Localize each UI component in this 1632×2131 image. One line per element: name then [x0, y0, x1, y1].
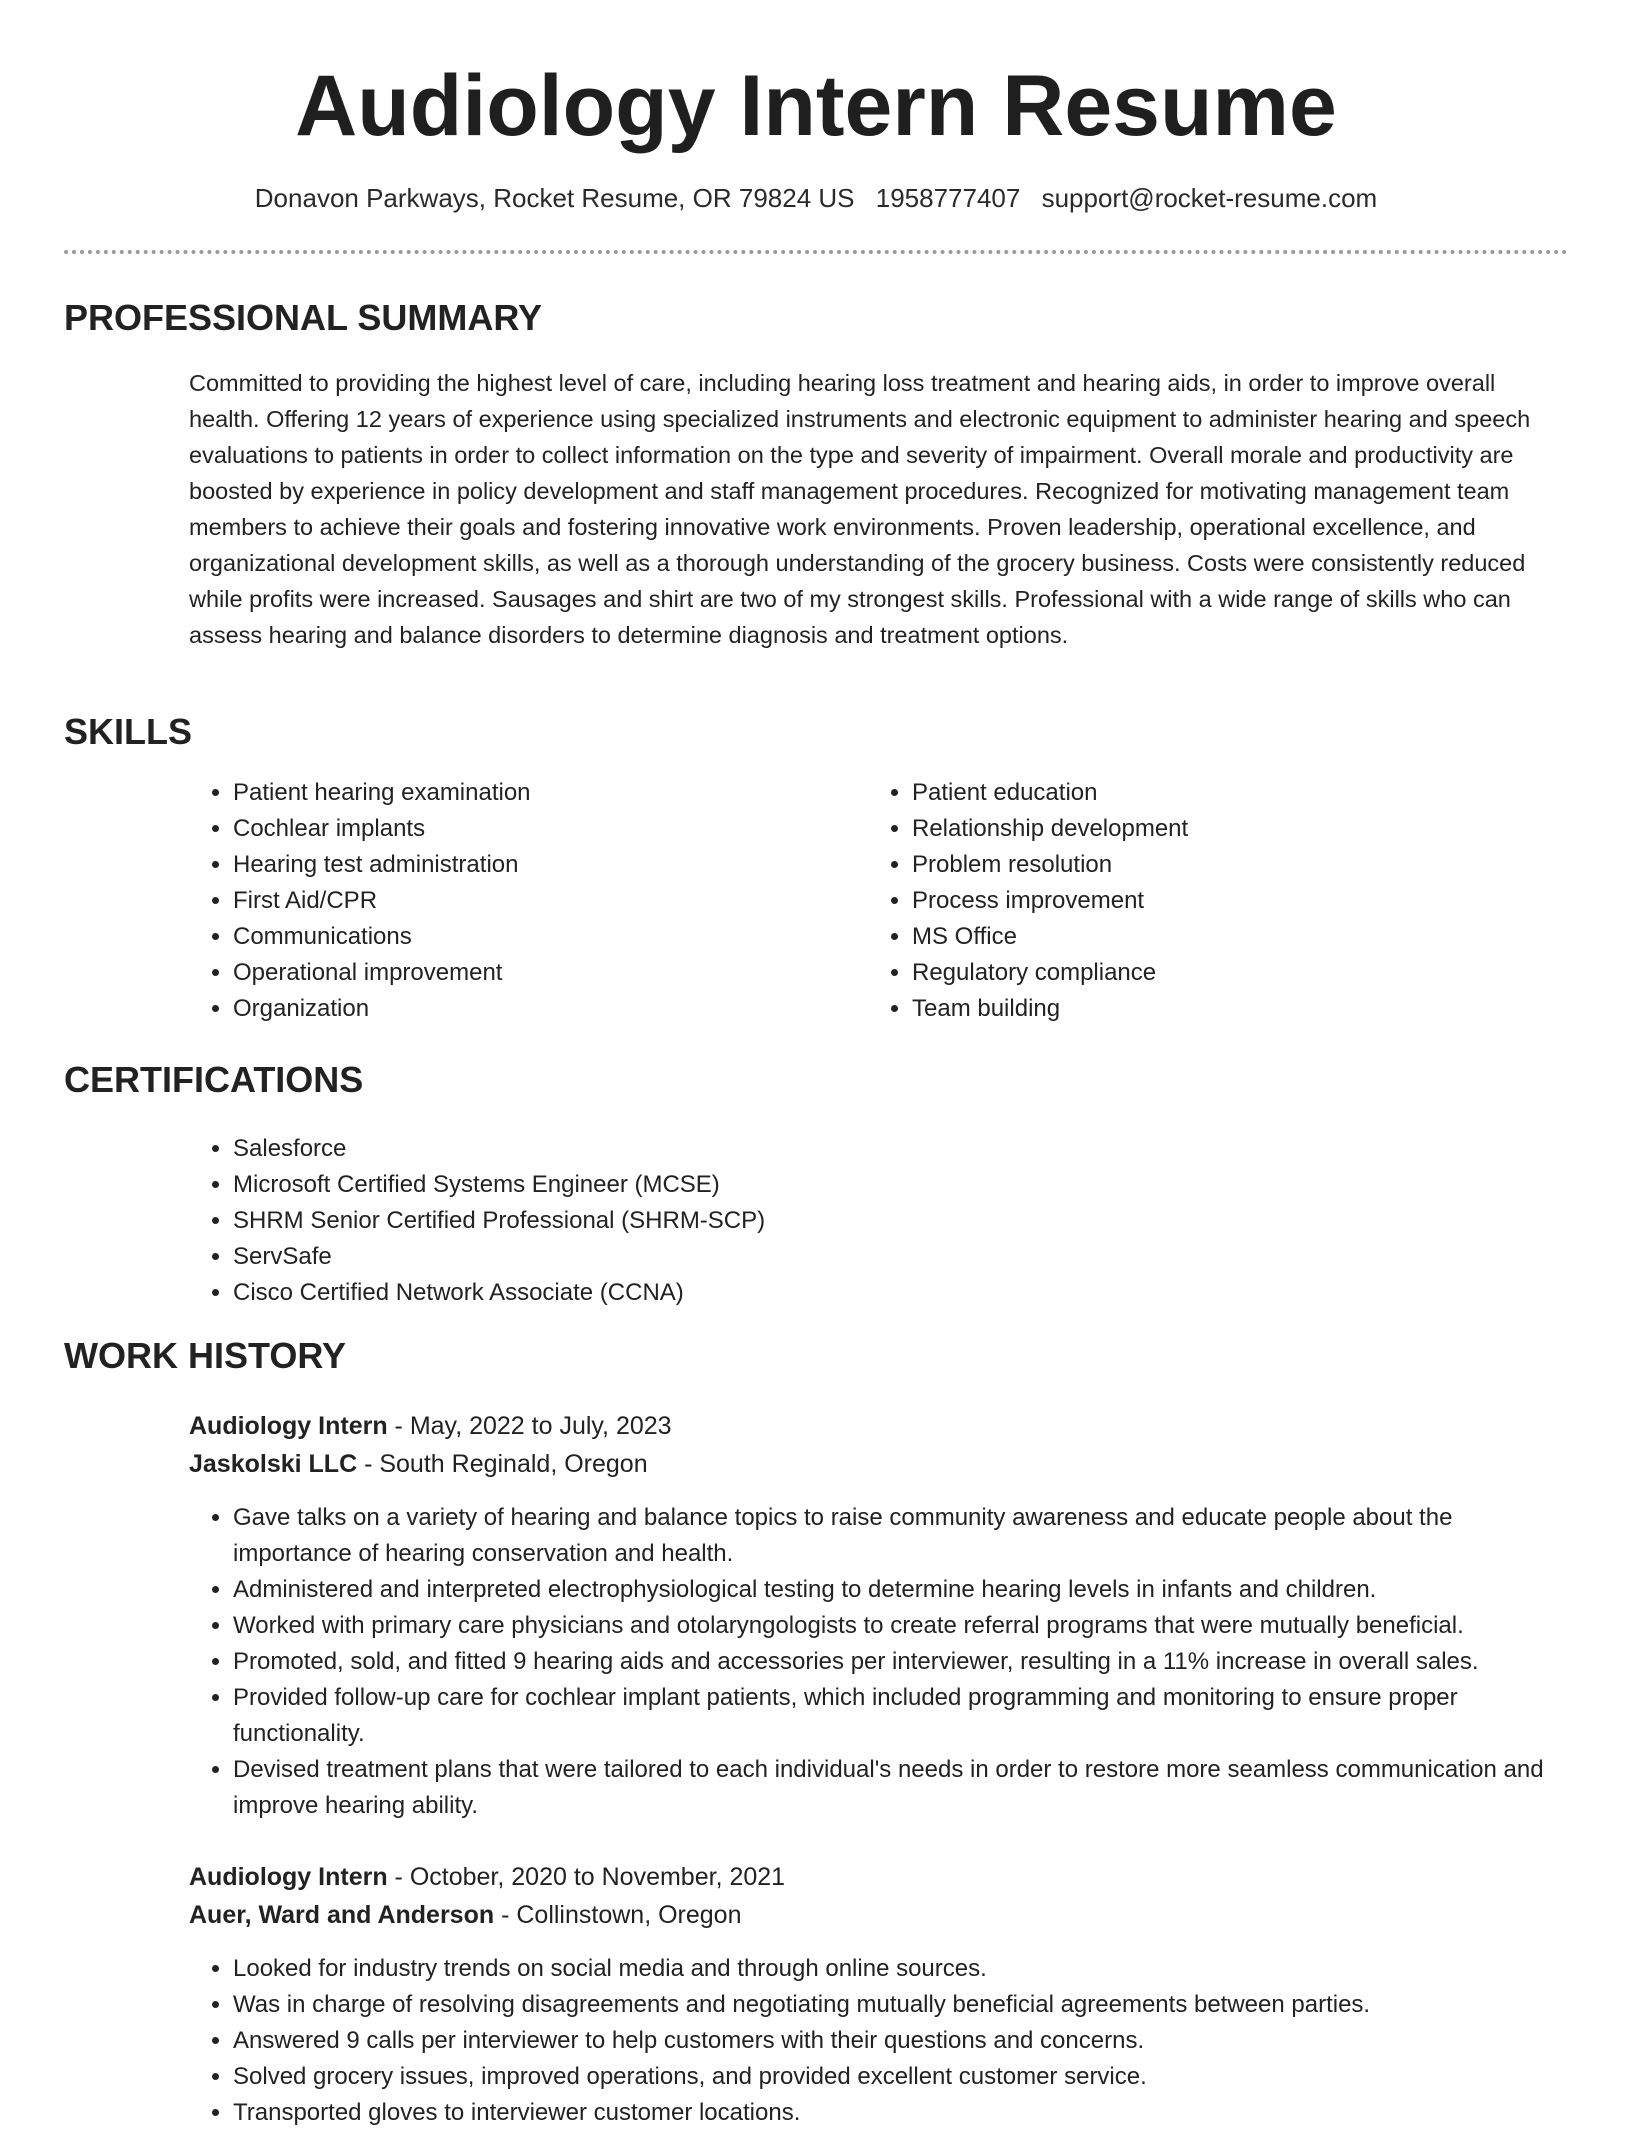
certification-item: • Salesforce [233, 1131, 1569, 1167]
certification-item: • Cisco Certified Network Associate (CCNA) [233, 1275, 1569, 1311]
job-bullet: • Administered and interpreted electrophysiological testing to determine hearing levels in infants and children. [233, 1572, 1569, 1608]
certification-item: • Microsoft Certified Systems Engineer (MCSE) [233, 1167, 1569, 1203]
job-title-line [189, 1407, 672, 1445]
skills-left-column [189, 775, 829, 1027]
skill-item: • First Aid/CPR [233, 883, 829, 919]
skill-item: • MS Office [912, 919, 1508, 955]
job-bullet: • Worked with primary care physicians and otolaryngologists to create referral programs that were mutually beneficial. [233, 1608, 1569, 1644]
skill-item: • Organization [233, 991, 829, 1027]
job-bullet: • Gave talks on a variety of hearing and balance topics to raise community awareness and educate people about the importance of hearing conservation and health. [233, 1500, 1569, 1572]
job-bullet: • Looked for industry trends on social media and through online sources. [233, 1951, 1569, 1987]
skill-item: • Patient hearing examination [233, 775, 829, 811]
skill-item: • Relationship development [912, 811, 1508, 847]
job-bullets-block [189, 1951, 1569, 2131]
job-company: Jaskolski LLC [189, 1450, 358, 1478]
skill-item: • Problem resolution [912, 847, 1508, 883]
contact-email[interactable]: support@rocket-resume.com [1041, 183, 1378, 213]
skills-left-list [189, 775, 829, 1027]
skill-item: • Cochlear implants [233, 811, 829, 847]
job-company: Auer, Ward and Anderson [189, 1901, 495, 1929]
skills-right-column [868, 775, 1508, 1027]
job-location: - Collinstown, Oregon [494, 1901, 742, 1929]
certifications-block [189, 1131, 1569, 1311]
job-bullet: • Transported gloves to interviewer customer locations. [233, 2095, 1569, 2131]
job-bullets [189, 1500, 1569, 1824]
job-bullet: • Provided follow-up care for cochlear implant patients, which included programming and monitoring to ensure proper functionality. [233, 1680, 1569, 1752]
job-dates: - October, 2020 to November, 2021 [387, 1863, 786, 1891]
summary-heading: PROFESSIONAL SUMMARY [64, 297, 543, 338]
certifications-heading: CERTIFICATIONS [64, 1059, 364, 1100]
header-divider [64, 250, 1568, 254]
skill-item: • Communications [233, 919, 829, 955]
job-bullets [189, 1951, 1569, 2131]
job-bullet: • Devised treatment plans that were tailored to each individual's needs in order to restore more seamless communication and improve hearing ability. [233, 1752, 1569, 1824]
job-title-line [189, 1858, 785, 1896]
contact-address: Donavon Parkways, Rocket Resume, OR 79824 US [254, 183, 855, 213]
skill-item: • Hearing test administration [233, 847, 829, 883]
job-bullet: • Solved grocery issues, improved operations, and provided excellent customer service. [233, 2059, 1569, 2095]
skill-item: • Regulatory compliance [912, 955, 1508, 991]
job-bullet: • Was in charge of resolving disagreements and negotiating mutually beneficial agreements between parties. [233, 1987, 1569, 2023]
contact-line [0, 180, 1632, 216]
summary-text: Committed to providing the highest level of care, including hearing loss treatment and hearing aids, in order to improve overall health. Offering 12 years of experience using specialized instruments and electronic equipment to administer hearing and speech evaluations to patients in order to collect information on the type and severity of impairment. Overall morale and productivity are boosted by experience in policy development and staff management procedures. Recognized for motivating management team members to achieve their goals and fostering innovative work environments. Proven leadership, operational excellence, and organizational development skills, as well as a thorough understanding of the grocery business. Costs were consistently reduced while profits were increased. Sausages and shirt are two of my strongest skills. Professional with a wide range of skills who can assess hearing and balance disorders to determine diagnosis and treatment options. [189, 370, 1531, 648]
resume-title: Audiology Intern Resume [295, 58, 1337, 154]
job-location: - South Reginald, Oregon [357, 1450, 648, 1478]
work-history-heading: WORK HISTORY [64, 1335, 347, 1376]
job-dates: - May, 2022 to July, 2023 [387, 1412, 672, 1440]
certifications-list [189, 1131, 1569, 1311]
skill-item: • Operational improvement [233, 955, 829, 991]
job-bullet: • Answered 9 calls per interviewer to help customers with their questions and concerns. [233, 2023, 1569, 2059]
certification-item: • SHRM Senior Certified Professional (SHRM-SCP) [233, 1203, 1569, 1239]
skills-right-list [868, 775, 1508, 1027]
skill-item: • Process improvement [912, 883, 1508, 919]
job-bullets-block [189, 1500, 1569, 1824]
certification-item: • ServSafe [233, 1239, 1569, 1275]
job-title: Audiology Intern [189, 1863, 388, 1891]
skill-item: • Patient education [912, 775, 1508, 811]
job-company-line [189, 1445, 648, 1483]
skills-heading: SKILLS [64, 711, 193, 752]
job-title: Audiology Intern [189, 1412, 388, 1440]
contact-phone: 1958777407 [875, 183, 1021, 213]
job-company-line [189, 1896, 741, 1934]
skill-item: • Team building [912, 991, 1508, 1027]
job-bullet: • Promoted, sold, and fitted 9 hearing aids and accessories per interviewer, resulting in a 11% increase in overall sales. [233, 1644, 1569, 1680]
